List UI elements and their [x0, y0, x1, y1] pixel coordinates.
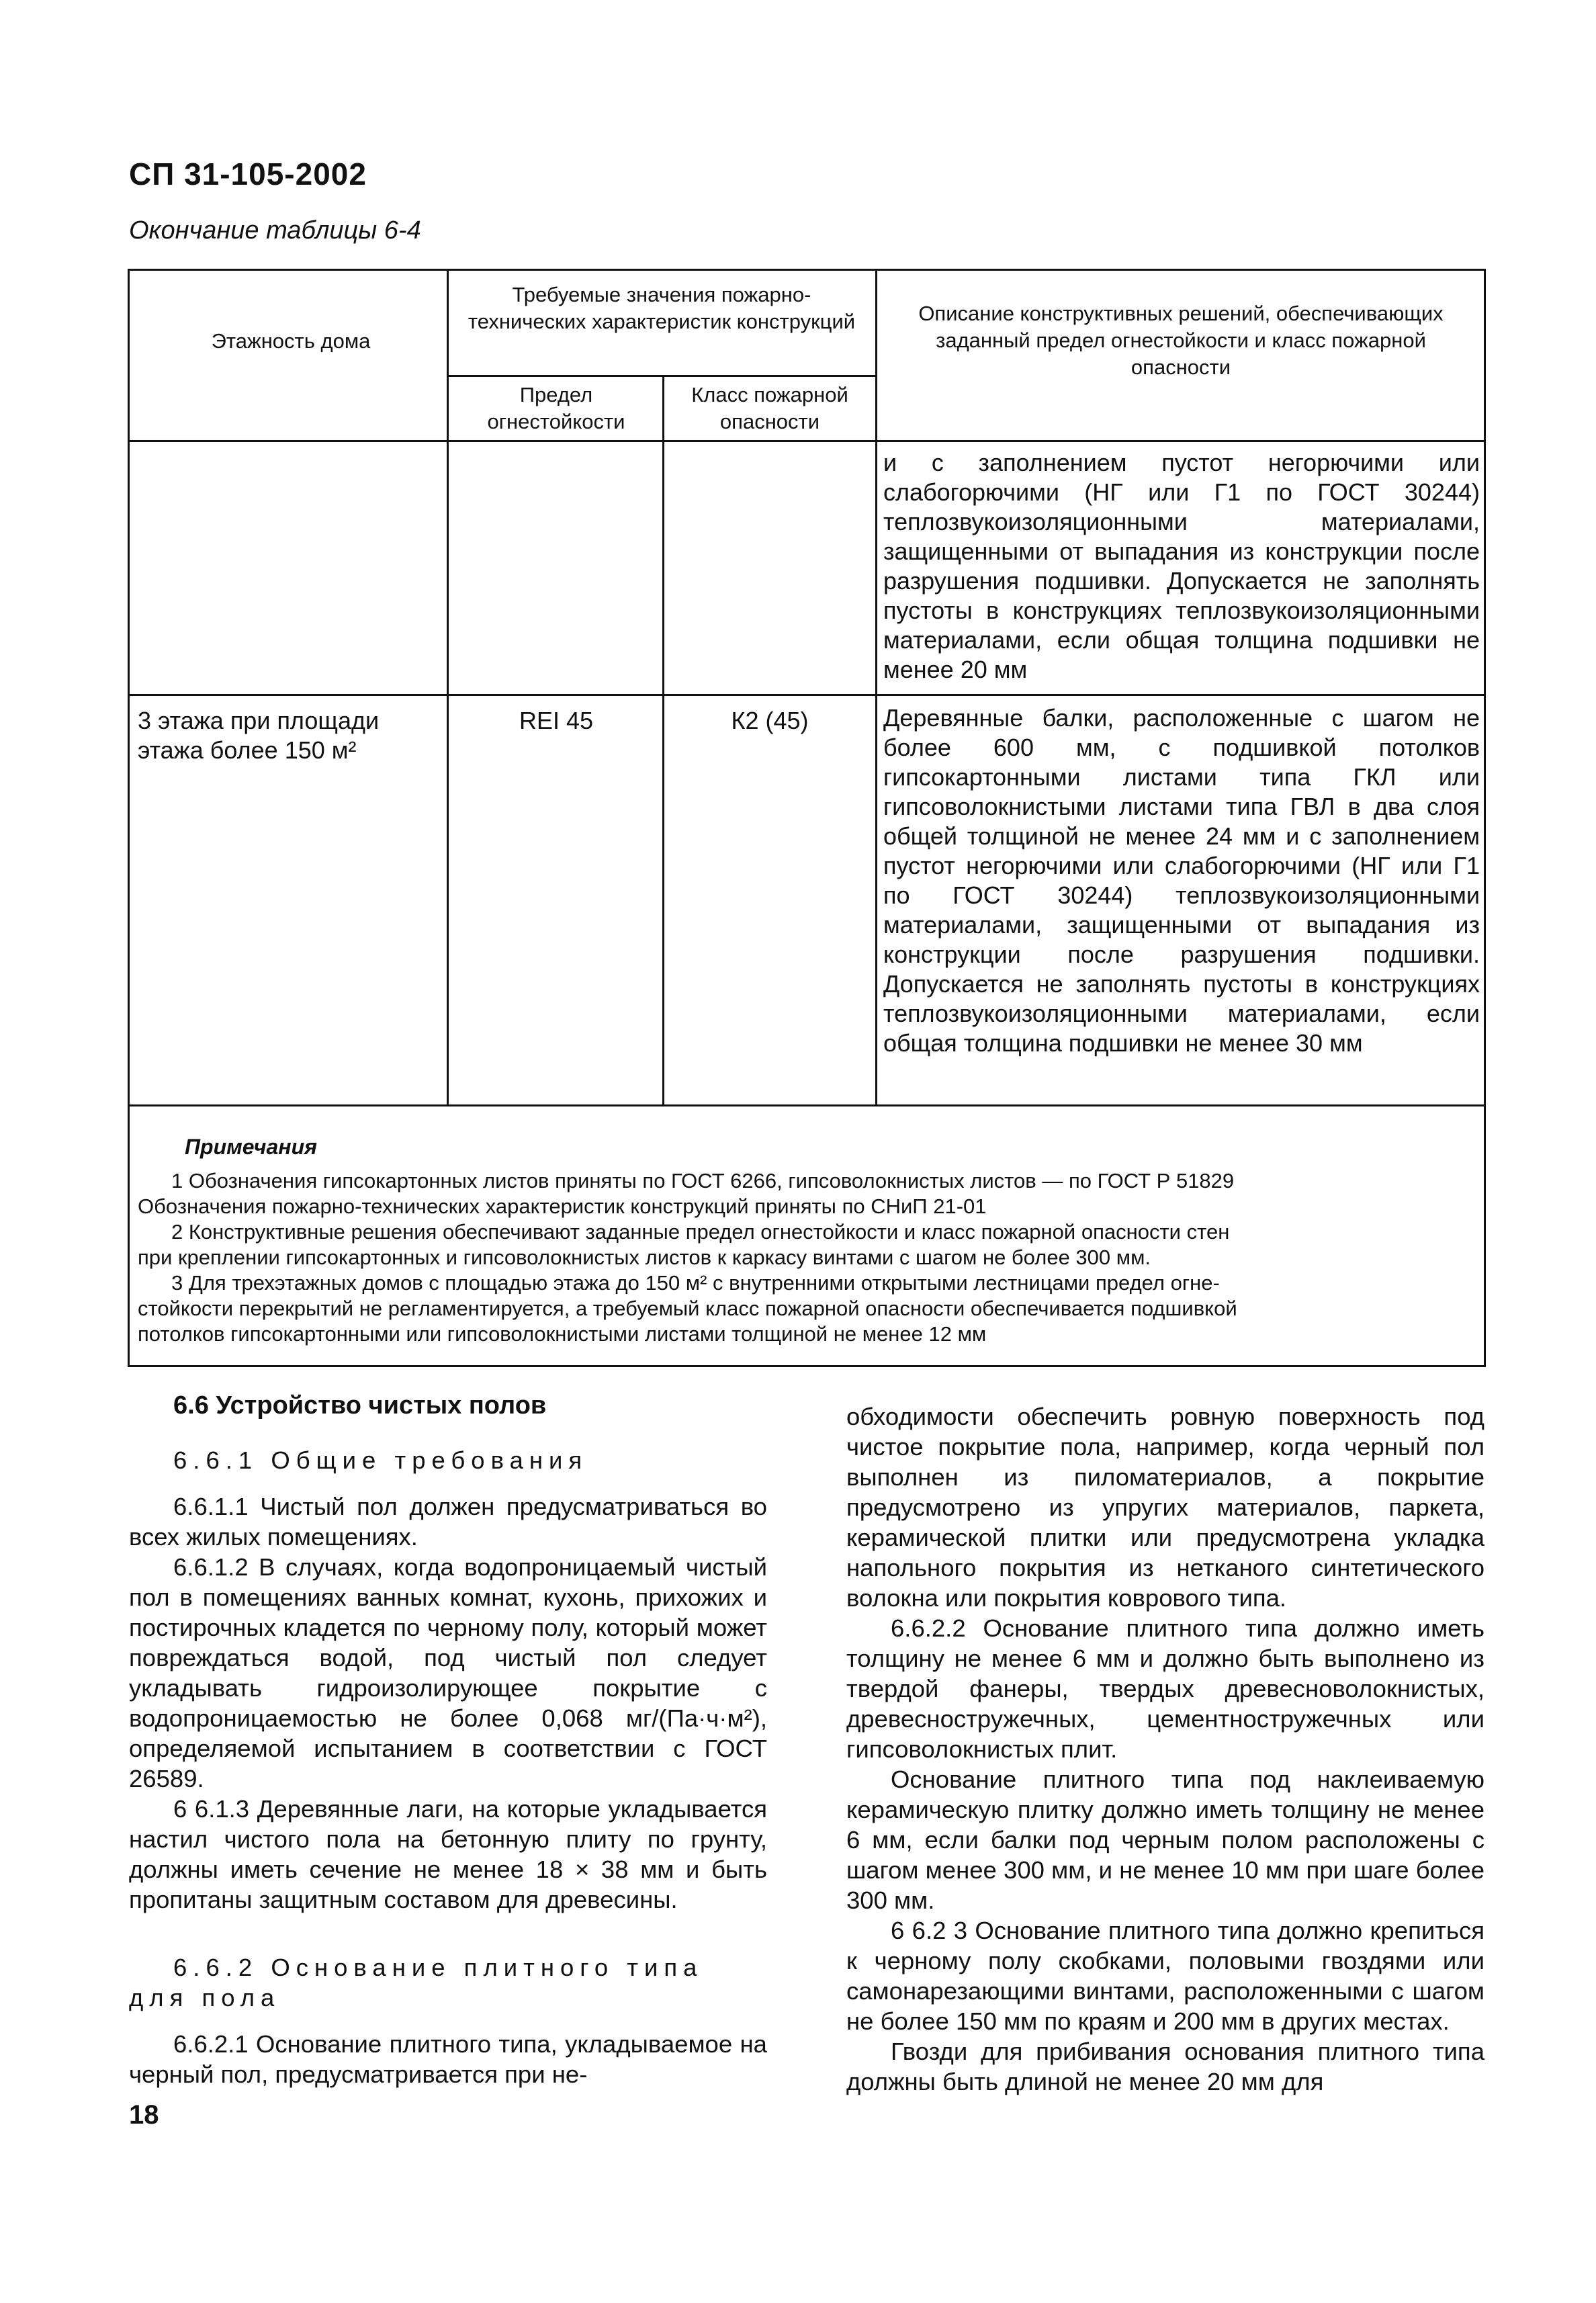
header-fire-class: Класс пожарной опасности	[691, 383, 848, 433]
paragraph: 6.6.1.2 В случаях, когда водопроницаемый чистый пол в помещениях ванных комнат, кухонь, прихожих и постирочных кладется по черному полу, который может повреждаться водой, под чистый пол следует укладывать гидроизолирующее покрытие с водопроницаемостью не более 0,068 мг/(Па·ч·м²), определяемой испытанием в соответствии с ГОСТ 26589.	[129, 1553, 767, 1792]
page-number: 18	[129, 2100, 159, 2130]
header-description: Описание конструктивных решений, обеспечивающих заданный предел огнестойкости и класс пожарной опасности	[918, 302, 1444, 379]
header-floors: Этажность дома	[211, 329, 371, 353]
paragraph: 6.6.2.2 Основание плитного типа должно иметь толщину не менее 6 мм и должно быть выполнено из твердой фанеры, твердых древесноволокнистых, древесностружечных, цементностружечных или гипсоволокнистых плит.	[846, 1614, 1484, 1763]
fire-resistance-table	[128, 269, 1486, 1106]
note-line: 1 Обозначения гипсокартонных листов приняты по ГОСТ 6266, гипсоволокнистых листов — по ГОСТ Р 51829	[171, 1169, 1235, 1192]
table-notes	[128, 1106, 1486, 1367]
note-line: 3 Для трехэтажных домов с площадью этажа до 150 м² с внутренними открытыми лестницами предел огне-	[171, 1271, 1220, 1295]
table-divider	[875, 271, 877, 1104]
table-divider	[130, 440, 1484, 442]
notes-title: Примечания	[185, 1135, 317, 1159]
note-line: потолков гипсокартонными или гипсоволокнистыми листами толщиной не менее 12 мм	[138, 1322, 987, 1346]
table-divider	[447, 375, 875, 377]
cell-description: и с заполнением пустот негорючими или слабогорючими (НГ или Г1 по ГОСТ 30244) теплозвукоизоляционными материалами, защищенными от выпадания из конструкции после разрушения подшивки. Допускается не заполнять пустоты в конструкциях теплозвукоизоляционными материалами, если общая толщина подшивки не менее 20 мм	[883, 449, 1480, 683]
right-text-column	[846, 1401, 1484, 2097]
section-heading: 6.6 Устройство чистых полов	[173, 1391, 547, 1420]
table-caption: Окончание таблицы 6-4	[129, 216, 421, 245]
paragraph: 6.6.1.1 Чистый пол должен предусматриваться во всех жилых помещениях.	[129, 1493, 767, 1551]
paragraph: 6 6.2 3 Основание плитного типа должно крепиться к черному полу скобками, половыми гвоздями или самонарезающими винтами, расположенными с шагом не более 150 мм по краям и 200 мм в других местах.	[846, 1917, 1484, 2035]
note-line: стойкости перекрытий не регламентируется, а требуемый класс пожарной опасности обеспечивается подшивкой	[138, 1297, 1237, 1320]
note-line: при креплении гипсокартонных и гипсоволокнистых листов к каркасу винтами с шагом не более 300 мм.	[138, 1246, 1151, 1269]
paragraph: 6.6.2.1 Основание плитного типа, укладываемое на черный пол, предусматривается при не-	[129, 2030, 767, 2088]
table-divider	[662, 375, 664, 1104]
cell-fire-resistance: REI 45	[519, 707, 594, 734]
subsection-heading: 6.6.2 Основание плитного типа для пола	[129, 1954, 703, 2011]
note-line: 2 Конструктивные решения обеспечивают заданные предел огнестойкости и класс пожарной опасности стен	[171, 1220, 1230, 1244]
note-line: Обозначения пожарно-технических характеристик конструкций приняты по СНиП 21-01	[138, 1194, 987, 1218]
header-requirements-group: Требуемые значения пожарно-технических характеристик конструкций	[468, 283, 856, 333]
paragraph: Основание плитного типа под наклеиваемую керамическую плитку должно иметь толщину не менее 6 мм, если балки под черным полом расположены с шагом менее 300 мм, и не менее 10 мм при шаге более 300 мм.	[846, 1766, 1484, 1914]
cell-floors: 3 этажа при площади этажа более 150 м²	[138, 707, 380, 764]
left-text-column	[129, 1391, 767, 2089]
paragraph: Гвозди для прибивания основания плитного типа должны быть длиной не менее 20 мм для	[846, 2038, 1484, 2095]
paragraph: 6 6.1.3 Деревянные лаги, на которые укладывается настил чистого пола на бетонную плиту по грунту, должны иметь сечение не менее 18 × 38 мм и быть пропитаны защитным составом для древесины.	[129, 1795, 767, 1913]
cell-fire-class: К2 (45)	[731, 707, 809, 734]
document-code: СП 31-105-2002	[129, 157, 367, 191]
subsection-heading: 6.6.1 Общие требования	[173, 1446, 588, 1474]
header-fire-resistance: Предел огнестойкости	[487, 383, 625, 433]
table-divider	[130, 694, 1484, 696]
cell-description: Деревянные балки, расположенные с шагом не более 600 мм, с подшивкой потолков гипсокартонными листами типа ГКЛ или гипсоволокнистыми листами типа ГВЛ в два слоя общей толщиной не менее 24 мм и с заполнением пустот негорючими или слабогорючими (НГ или Г1 по ГОСТ 30244) теплозвукоизоляционными материалами, защищенными от выпадания из конструкции после разрушения подшивки. Допускается не заполнять пустоты в конструкциях теплозвукоизоляционными материалами, если общая толщина подшивки не менее 30 мм	[883, 704, 1480, 1057]
paragraph: обходимости обеспечить ровную поверхность под чистое покрытие пола, например, когда черный пол выполнен из пиломатериалов, а покрытие предусмотрено из упругих материалов, паркета, керамической плитки или предусмотрена укладка напольного покрытия из нетканого синтетического волокна или покрытия коврового типа.	[846, 1403, 1484, 1612]
table-divider	[447, 271, 449, 1104]
